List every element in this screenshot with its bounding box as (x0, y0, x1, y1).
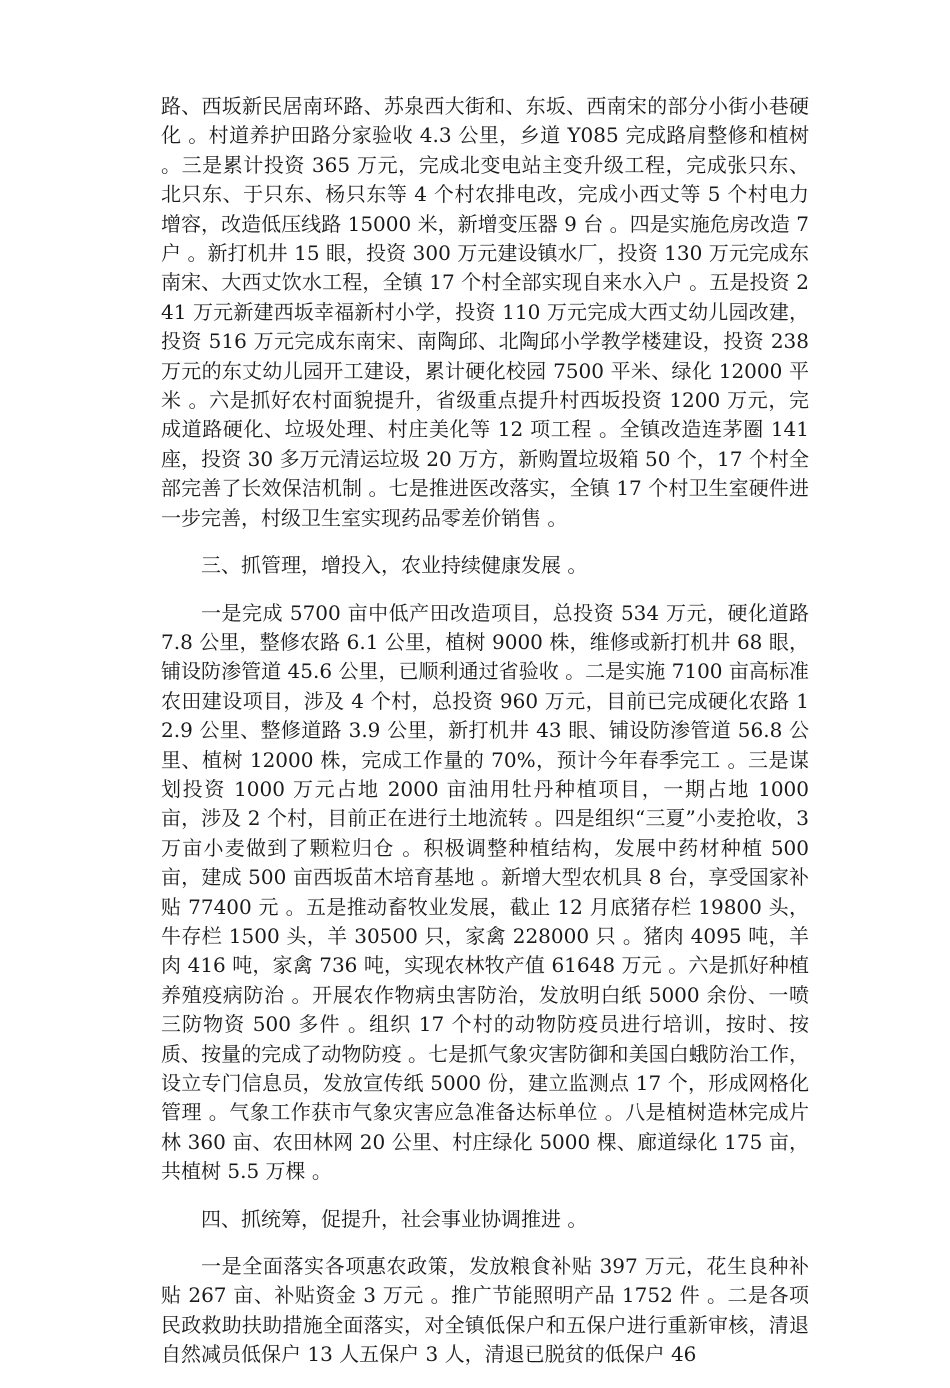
section-heading-agriculture: 三、抓管理，增投入，农业持续健康发展 。 (201, 553, 588, 578)
paragraph-infrastructure-continued: 路、西坂新民居南环路、苏泉西大街和、东坂、西南宋的部分小街小巷硬化 。村道养护田路分家验收 4.3 公里，乡道 Y085 完成路肩整修和植树 。三是累计投资 365 万元，完成北变电站主变升级工程，完成张只东、北只东、于只东、杨只东等 4 个村农排电改，完成小西丈等 5 个村电力增容，改造低压线路 15000 米，新增变压器 9 台 。四是实施危房改造 7 户 。新打机井 15 眼，投资 300 万元建设镇水厂，投资 130 万元完成东南宋、大西丈饮水工程，全镇 17 个村全部实现自来水入户 。五是投资 241 万元新建西坂幸福新村小学，投资 110 万元完成大西丈幼儿园改建，投资 516 万元完成东南宋、南陶邱、北陶邱小学教学楼建设，投资 238 万元的东丈幼儿园开工建设，累计硬化校园 7500 平米、绿化 12000 平米 。六是抓好农村面貌提升，省级重点提升村西坂投资 1200 万元，完成道路硬化、垃圾处理、村庄美化等 12 项工程 。全镇改造连茅圈 141 座，投资 30 多万元清运垃圾 20 万方，新购置垃圾箱 50 个，17 个村全部完善了长效保洁机制 。七是推进医改落实，全镇 17 个村卫生室硬件进一步完善，村级卫生室实现药品零差价销售 。 (161, 94, 809, 530)
document-body (161, 92, 809, 1388)
paragraph-agriculture: 一是完成 5700 亩中低产田改造项目，总投资 534 万元，硬化道路 7.8 公里，整修农路 6.1 公里，植树 9000 株，维修或新打机井 68 眼，铺设防渗管道 45.6 公里，已顺利通过省验收 。二是实施 7100 亩高标准农田建设项目，涉及 4 个村，总投资 960 万元，目前已完成硬化农路 12.9 公里、整修道路 3.9 公里，新打机井 43 眼、铺设防渗管道 56.8 公里、植树 12000 株，完成工作量的 70%，预计今年春季完工 。三是谋划投资 1000 万元占地 2000 亩油用牡丹种植项目，一期占地 1000 亩，涉及 2 个村，目前正在进行土地流转 。四是组织“三夏”小麦抢收，3 万亩小麦做到了颗粒归仓 。积极调整种植结构，发展中药材种植 500 亩，建成 500 亩西坂苗木培育基地 。新增大型农机具 8 台，享受国家补贴 77400 元 。五是推动畜牧业发展，截止 12 月底猪存栏 19800 头，牛存栏 1500 头，羊 30500 只，家禽 228000 只 。猪肉 4095 吨，羊肉 416 吨，家禽 736 吨，实现农林牧产值 61648 万元 。六是抓好种植养殖疫病防治 。开展农作物病虫害防治，发放明白纸 5000 余份、一喷三防物资 500 多件 。组织 17 个村的动物防疫员进行培训，按时、按质、按量的完成了动物防疫 。七是抓气象灾害防御和美国白蛾防治工作，设立专门信息员，发放宣传纸 5000 份，建立监测点 17 个，形成网格化管理 。气象工作获市气象灾害应急准备达标单位 。八是植树造林完成片林 360 亩、农田林网 20 公里、村庄绿化 5000 棵、廊道绿化 175 亩，共植树 5.5 万棵 。 (161, 600, 809, 1184)
section-heading-social: 四、抓统筹，促提升，社会事业协调推进 。 (201, 1206, 588, 1231)
paragraph-social: 一是全面落实各项惠农政策，发放粮食补贴 397 万元，花生良种补贴 267 亩、补贴资金 3 万元 。推广节能照明产品 1752 件 。二是各项民政救助扶助措施全面落实，对全镇低保户和五保户进行重新审核，清退自然减员低保户 13 人五保户 3 人，清退已脱贫的低保户 46 (161, 1254, 809, 1367)
